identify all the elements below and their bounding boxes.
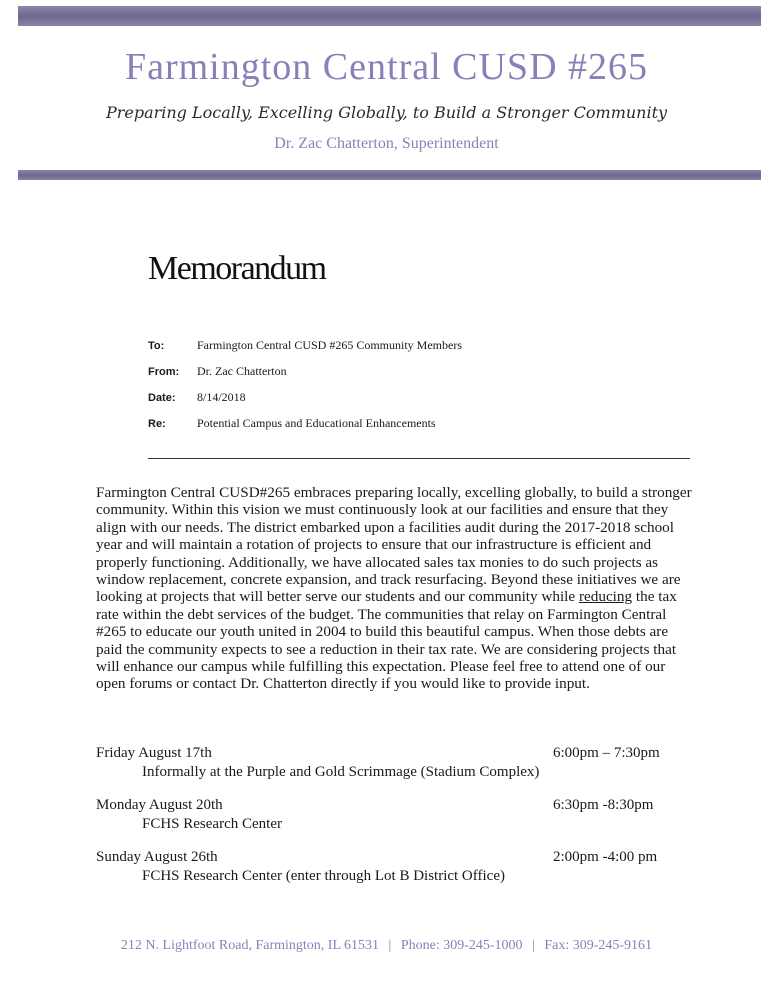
event-time: 2:00pm -4:00 pm bbox=[553, 849, 658, 865]
footer-phone: Phone: 309-245-1000 bbox=[400, 938, 523, 953]
re-value: Potential Campus and Educational Enhancements bbox=[197, 416, 436, 430]
letterhead-bottom-bar bbox=[18, 170, 761, 180]
date-value: 8/14/2018 bbox=[197, 390, 246, 404]
tagline: Preparing Locally, Excelling Globally, to Build a Stronger Community bbox=[105, 103, 668, 122]
event-location: Informally at the Purple and Gold Scrimmage (Stadium Complex) bbox=[142, 764, 540, 780]
event-location: FCHS Research Center bbox=[142, 816, 282, 832]
footer-fax: Fax: 309-245-9161 bbox=[544, 938, 653, 953]
event-day: Sunday August 26th bbox=[96, 849, 218, 865]
memo-body bbox=[96, 484, 694, 693]
event-time: 6:00pm – 7:30pm bbox=[553, 745, 660, 761]
body-part-2: the tax rate within the debt services of the budget. The communities that relay on Farmington Central #265 to educate our youth united in 2004 to build this beautiful campus. When those debts are paid the community expects to see a reduction in their tax rate. We are considering projects that will enhance our campus while fulfilling this expectation. Please feel free to attend one of our open forums or contact Dr. Chatterton directly if you would like to provide input. bbox=[96, 588, 677, 693]
memo-re bbox=[148, 416, 436, 431]
memo-from bbox=[148, 364, 287, 379]
superintendent-line: Dr. Zac Chatterton, Superintendent bbox=[274, 135, 499, 152]
event-location: FCHS Research Center (enter through Lot B District Office) bbox=[142, 868, 505, 884]
footer-address: 212 N. Lightfoot Road, Farmington, IL 61531 bbox=[120, 938, 379, 953]
to-label: To: bbox=[148, 340, 165, 352]
footer-separator: | bbox=[388, 938, 392, 953]
footer bbox=[0, 938, 773, 954]
memo-title: Memorandum bbox=[148, 250, 326, 287]
memo-date bbox=[148, 390, 246, 405]
org-name: Farmington Central CUSD #265 bbox=[124, 46, 649, 88]
body-underlined-word: reducing bbox=[578, 588, 633, 606]
from-label: From: bbox=[148, 366, 180, 378]
body-part-1: Farmington Central CUSD#265 embraces preparing locally, excelling globally, to build a stronger community. Within this vision we must continuously look at our facilities and ensure that they align with our needs. The district embarked upon a facilities audit during the 2017-2018 school year and will maintain a rotation of projects to ensure that our infrastructure is efficient and properly functioning. Additionally, we have allocated sales tax monies to do such projects as window replacement, concrete expansion, and track resurfacing. Beyond these initiatives we are looking at projects that will better serve our students and our community while bbox=[96, 484, 692, 606]
letterhead-top-bar bbox=[18, 6, 761, 26]
footer-separator: | bbox=[532, 938, 535, 953]
header-divider bbox=[148, 458, 690, 459]
event-time: 6:30pm -8:30pm bbox=[553, 797, 654, 813]
to-value: Farmington Central CUSD #265 Community Members bbox=[197, 338, 462, 352]
from-value: Dr. Zac Chatterton bbox=[197, 364, 287, 378]
date-label: Date: bbox=[148, 392, 176, 404]
event-day: Monday August 20th bbox=[96, 797, 223, 813]
memo-to bbox=[148, 338, 462, 353]
re-label: Re: bbox=[148, 418, 166, 430]
event-day: Friday August 17th bbox=[96, 745, 212, 761]
